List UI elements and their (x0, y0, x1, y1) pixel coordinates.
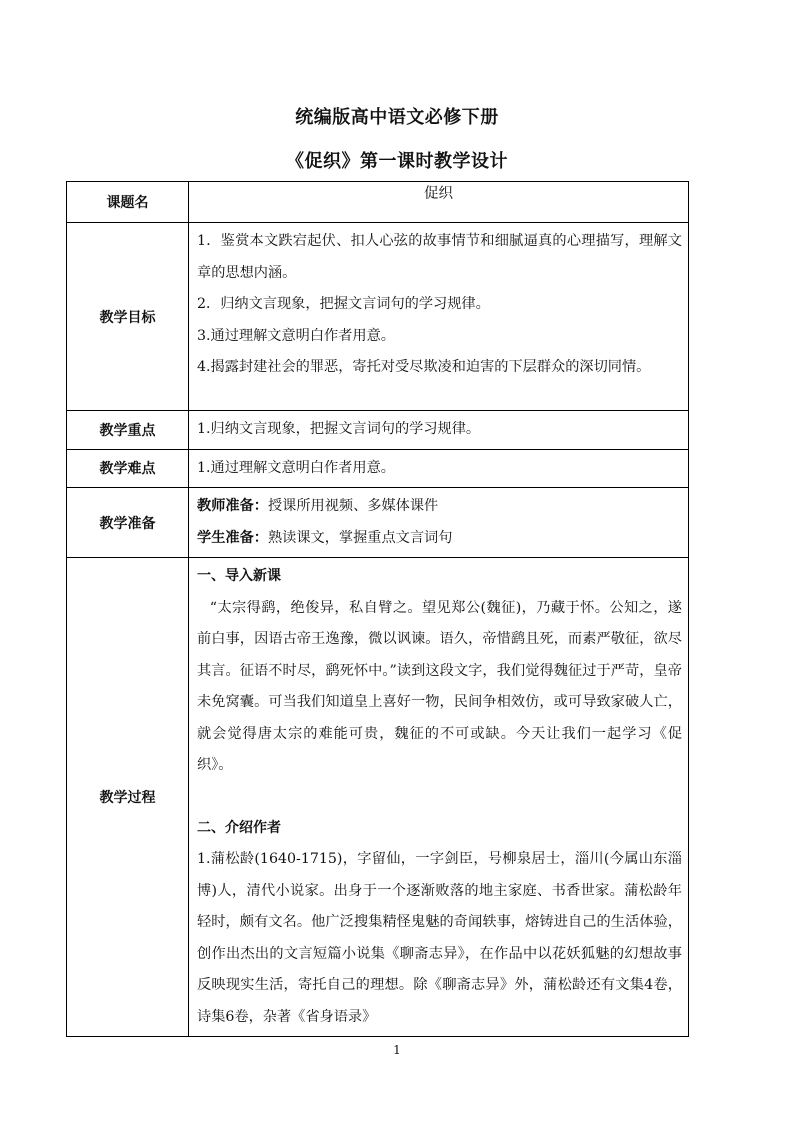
section2-text: 1.蒲松龄(1640-1715)，字留仙，一字剑臣，号柳泉居士，淄川(今属山东淄博)人，清代小说家。出身于一个逐渐败落的地主家庭、书香世家。蒲松龄年轻时，颇有文名。他广泛搜集精怪鬼魅的奇闻轶事，熔铸进自己的生活体验，创作出杰出的文言短篇小说集《聊斋志异》，在作品中以花妖狐魅的幻想故事反映现实生活，寄托自己的理想。除《聊斋志异》外，蒲松龄还有文集4卷，诗集6卷，杂著《省身语录》 (197, 851, 682, 1025)
teacher-preparation (197, 491, 682, 523)
lesson-plan-table (66, 181, 689, 1037)
label-course-title: 课题名 (67, 182, 189, 223)
table-row-process (67, 558, 689, 1037)
objective-item-2: 2．归纳文言现象，把握文言词句的学习规律。 (197, 296, 490, 312)
section1-text: “太宗得鹞，绝俊异，私自臂之。望见郑公(魏征)，乃藏于怀。公知之，遂前白事，因语古帝王逸豫，微以讽谏。语久，帝惜鹞且死，而素严敬征，欲尽其言。征语不时尽，鹞死怀中。”读到这段文字，我们觉得魏征过于严苛，皇帝未免窝囊。可当我们知道皇上喜好一物，民间争相效仿，或可导致家破人亡，就会觉得唐太宗的难能可贵，魏征的不可或缺。今天让我们一起学习《促织》。 (197, 599, 682, 773)
table-row-objectives (67, 223, 689, 411)
spacer (197, 782, 682, 813)
preparation-content (189, 488, 689, 558)
student-preparation (197, 523, 682, 555)
teacher-preparation-label: 教师准备： (197, 498, 268, 514)
table-row-preparation (67, 488, 689, 558)
objective-item-3: 3.通过理解文意明白作者用意。 (197, 327, 395, 344)
teacher-preparation-value: 授课所用视频、多媒体课件 (267, 498, 439, 514)
label-difficulties: 教学难点 (67, 449, 189, 488)
student-preparation-value: 熟读课文，掌握重点文言词句 (267, 529, 453, 546)
label-objectives: 教学目标 (67, 223, 189, 411)
page-number: 1 (393, 1043, 401, 1057)
label-preparation: 教学准备 (67, 488, 189, 558)
objectives-content (189, 223, 689, 411)
student-preparation-label: 学生准备： (197, 529, 268, 546)
doc-title-line1: 统编版高中语文必修下册 (295, 107, 499, 128)
section2-heading: 二、介绍作者 (197, 819, 281, 836)
table-row-difficulties (67, 449, 689, 488)
doc-title-line2: 《促织》第一课时教学设计 (286, 151, 508, 172)
difficulties-value: 1.通过理解文意明白作者用意。 (189, 449, 689, 488)
key-points-value: 1.归纳文言现象，把握文言词句的学习规律。 (189, 411, 689, 450)
objective-item-4: 4.揭露封建社会的罪恶，寄托对受尽欺凌和迫害的下层群众的深切同情。 (197, 359, 651, 375)
label-key-points: 教学重点 (67, 411, 189, 450)
label-process: 教学过程 (67, 558, 189, 1037)
table-row-key-points (67, 411, 689, 450)
process-content (189, 558, 689, 1037)
section1-heading: 一、导入新课 (197, 568, 281, 584)
objective-item-1: 1．鉴赏本文跌宕起伏、扣人心弦的故事情节和细腻逼真的心理描写，理解文章的思想内涵。 (197, 233, 682, 281)
table-row-title (67, 182, 689, 223)
value-course-title: 促织 (189, 182, 689, 223)
